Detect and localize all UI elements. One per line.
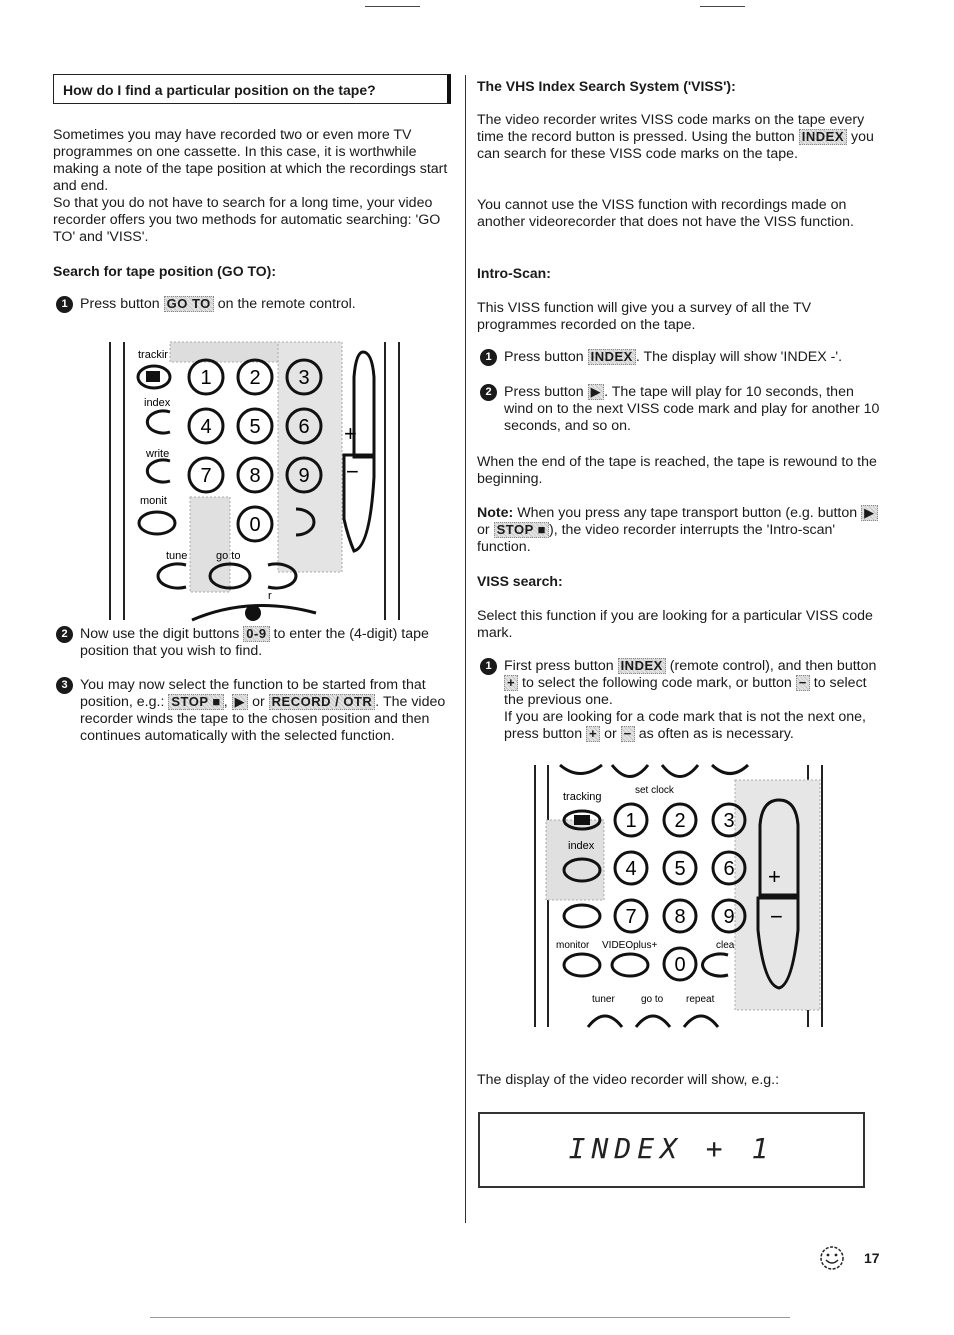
goto-step-1 [56, 296, 456, 313]
digit-label: 3 [723, 810, 735, 832]
text: ), the video recorder interrupts the 'Intro-scan' function. [477, 522, 836, 555]
viss-heading: The VHS Index Search System ('VISS'): [477, 78, 736, 94]
plus-button: + [504, 675, 518, 691]
plus-label: + [344, 421, 357, 446]
step-number: 1 [56, 296, 73, 313]
digit-buttons: 0-9 [243, 626, 269, 642]
remote-label: repeat [686, 994, 715, 1005]
step-text: as often as is necessary. [638, 726, 794, 742]
index-button: INDEX [618, 658, 666, 674]
step-text: If you are looking for a code mark that is not the next one, press button [504, 709, 866, 742]
digit-label: 6 [298, 416, 310, 438]
stop-button: STOP ■ [494, 522, 549, 538]
viss-paragraph-2: You cannot use the VISS function with recordings made on another videorecorder that does not have the VISS function. [477, 197, 855, 230]
remote-label: trackir [138, 349, 168, 361]
digit-label: 0 [249, 514, 261, 536]
play-button: ▶ [232, 694, 249, 710]
digit-label: 7 [625, 906, 637, 928]
digit-label: 2 [674, 810, 686, 832]
smiley-icon [818, 1245, 846, 1271]
remote-label: tune [166, 550, 188, 562]
play-button: ▶ [861, 505, 878, 521]
digit-label: 8 [249, 465, 261, 487]
goto-heading: Search for tape position (GO TO): [53, 263, 276, 279]
step-text: Now use the digit buttons [80, 626, 240, 642]
digit-label: 6 [723, 858, 735, 880]
intro-scan-step-1 [480, 349, 885, 366]
column-divider [465, 75, 466, 1223]
step-text: The video recorder winds the tape to the chosen position and then continues automatically with the selected function. [80, 694, 446, 744]
step-text: (remote control), and then button [669, 658, 877, 674]
step-text: or [604, 726, 617, 742]
text: When you press any tape transport button (e.g. button [517, 505, 858, 521]
goto-button: GO TO [164, 296, 214, 312]
page-number: 17 [864, 1250, 880, 1266]
index-button: INDEX [588, 349, 636, 365]
scan-artifact [150, 1317, 790, 1318]
remote-label: tracking [563, 791, 602, 803]
digit-label: 4 [625, 858, 637, 880]
viss-search-paragraph: Select this function if you are looking for a particular VISS code mark. [477, 608, 873, 641]
step-text: on the remote control. [217, 296, 356, 312]
step-text: to select the previous one. [504, 675, 867, 708]
index-button: INDEX [799, 129, 847, 145]
stop-button: STOP ■ [168, 694, 223, 710]
text: you can search for these VISS code marks on the tape. [477, 129, 874, 162]
viss-paragraph [477, 112, 877, 163]
digit-label: 1 [200, 367, 212, 389]
step-number: 3 [56, 677, 73, 694]
digit-label: 0 [674, 954, 686, 976]
step-text: to select the following code mark, or button [522, 675, 792, 691]
minus-label: − [346, 459, 359, 484]
plus-button: + [586, 726, 600, 742]
minus-button: − [621, 726, 635, 742]
intro-paragraph-2: So that you do not have to search for a long time, your video recorder offers you two methods for automatic searching: 'GO TO' and 'VISS'. [53, 195, 441, 245]
scan-artifact [700, 6, 745, 7]
step-text: . The display will show 'INDEX -'. [635, 349, 843, 365]
intro-scan-paragraph: This VISS function will give you a survey of all the TV programmes recorded on the tape. [477, 300, 812, 333]
plus-label: + [768, 864, 781, 889]
step-text: Press button [80, 296, 160, 312]
remote-label: set clock [635, 785, 674, 796]
section-title-box [53, 74, 451, 104]
digit-label: 5 [249, 416, 261, 438]
end-of-tape-paragraph: When the end of the tape is reached, the tape is rewound to the beginning. [477, 454, 877, 487]
remote-label: index [144, 397, 171, 409]
remote-label: monitor [556, 940, 590, 951]
step-number: 2 [480, 384, 497, 401]
remote-label: clea [716, 940, 735, 951]
digit-label: 9 [298, 465, 310, 487]
digit-label: 3 [298, 367, 310, 389]
goto-step-2 [56, 626, 456, 660]
step-number: 1 [480, 349, 497, 366]
text: The video recorder writes VISS code marks on the tape every time the record button is pressed. Using the button [477, 112, 865, 145]
step-text: Press button [504, 384, 584, 400]
digit-label: 7 [200, 465, 212, 487]
remote-control-illustration [100, 337, 420, 625]
remote-label: tuner [592, 994, 615, 1005]
remote-control-illustration-2 [530, 760, 830, 1032]
intro-paragraph: Sometimes you may have recorded two or even more TV programmes on one cassette. In this case, it is worthwhile making a note of the tape position at which the recordings start and end. [53, 127, 448, 194]
record-otr-button: RECORD / OTR [269, 694, 376, 710]
viss-search-step-1 [480, 658, 880, 743]
display-caption: The display of the video recorder will show, e.g.: [477, 1072, 780, 1088]
minus-button: − [796, 675, 810, 691]
digit-label: 1 [625, 810, 637, 832]
minus-label: − [770, 904, 783, 929]
step-text: to enter the (4-digit) tape position that you wish to find. [80, 626, 429, 659]
viss-search-heading: VISS search: [477, 573, 563, 589]
step-text: You may now select the function to be started from that position, e.g.: [80, 677, 426, 710]
step-number: 1 [480, 658, 497, 675]
remote-label: VIDEOplus+ [602, 940, 658, 951]
digit-label: 8 [674, 906, 686, 928]
remote-label: go to [641, 994, 664, 1005]
step-text: . The tape will play for 10 seconds, then wind on to the next VISS code mark and play for another 10 seconds, and so on. [504, 384, 880, 434]
scan-artifact [365, 6, 420, 7]
remote-label: index [568, 840, 595, 852]
goto-step-3: 3 You may now select the function to be started from that position, e.g.: STOP ■ , ▶ or RECORD / OTR . The video recorder winds the tape to the chosen position and then continues automatically with the selected function. [56, 677, 456, 745]
play-button: ▶ [588, 384, 605, 400]
remote-label: go to [216, 550, 241, 562]
step-text: First press button [504, 658, 614, 674]
intro-scan-step-2 [480, 384, 880, 435]
display-readout: INDEX + 1 [568, 1132, 775, 1165]
digit-label: 9 [723, 906, 735, 928]
remote-label: r [268, 590, 272, 602]
text: or [477, 522, 490, 538]
intro-scan-heading: Intro-Scan: [477, 265, 551, 281]
step-number: 2 [56, 626, 73, 643]
vcr-display [478, 1112, 865, 1188]
step-text: Press button [504, 349, 584, 365]
section-title: How do I find a particular position on the tape? [63, 82, 376, 98]
digit-label: 5 [674, 858, 686, 880]
note-paragraph [477, 505, 882, 556]
step-text: or [252, 694, 265, 710]
remote-label: write [146, 448, 170, 460]
note-label: Note: [477, 505, 514, 521]
digit-label: 2 [249, 367, 261, 389]
digit-label: 4 [200, 416, 212, 438]
remote-label: monit [140, 495, 167, 507]
